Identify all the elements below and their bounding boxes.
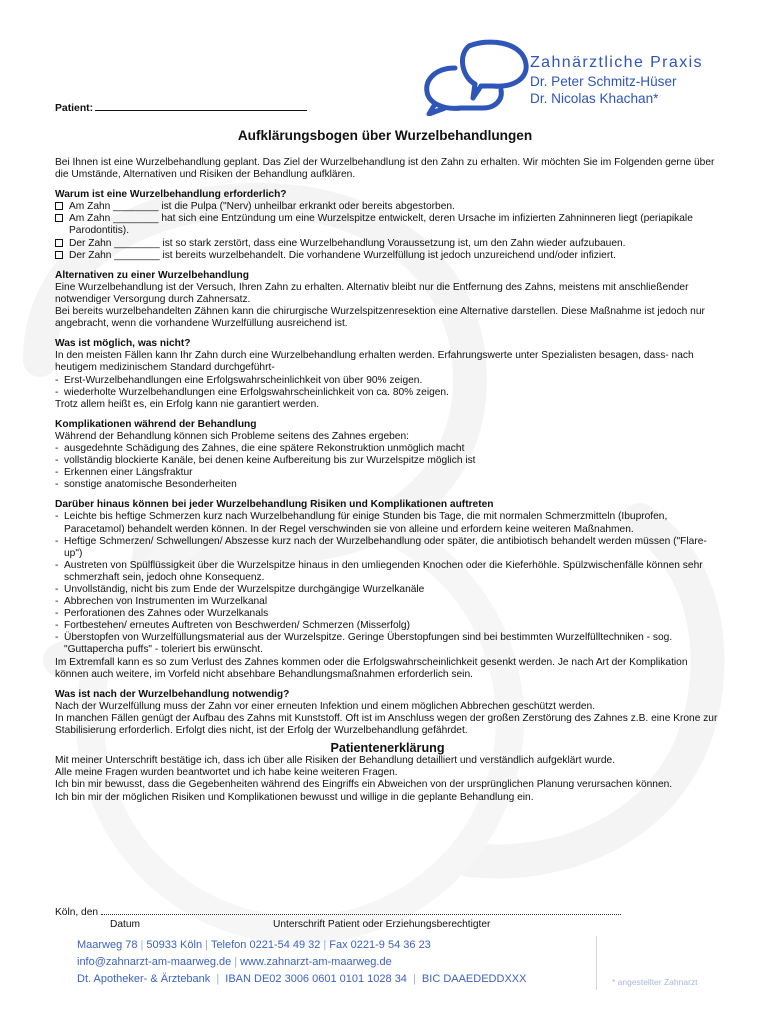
declaration-text-3: Ich bin mir bewusst, dass die Gegebenheiten während des Eingriffs ein Abweichen von der ursprünglichen Planung verursachen können. xyxy=(55,779,673,791)
checkbox[interactable] xyxy=(55,202,63,210)
practice-title: Zahnärztliche Praxis xyxy=(530,54,703,71)
date-label: Datum xyxy=(110,919,141,931)
footnote: * angestellter Zahnarzt xyxy=(612,977,698,987)
list-item: - vollständig blockierte Kanäle, bei denen keine Aufbereitung bis zur Wurzelspitze möglich ist xyxy=(55,455,476,467)
place-label: Köln, den xyxy=(55,907,99,918)
list-item: - Leichte bis heftige Schmerzen kurz nach Wurzelbehandlung für einige Stunden bis Tage, die mit normalen Schmerzmitteln (Ibuprofen, Paracetamol) behandelt werden können. In der Regel verschwinden sie von alleine und erfordern keine weiteren Maßnahmen. xyxy=(55,511,668,535)
footer-divider xyxy=(596,936,597,990)
signature-label: Unterschrift Patient oder Erziehungsberechtigter xyxy=(273,919,491,931)
signature-line[interactable] xyxy=(101,905,621,915)
risks-conclusion: Im Extremfall kann es so zum Verlust des Zahnes kommen oder die Erfolgswahrscheinlichkeit gesenkt werden. Je nach Art der Komplikation können auch weitere, im Vorfeld nicht absehbare Behandlungsmaßnahmen erforderlich sein. xyxy=(55,656,688,680)
section-title-why: Warum ist eine Wurzelbehandlung erforderlich? xyxy=(55,189,287,201)
checkbox-label: Am Zahn ________ ist die Pulpa ("Nerv) unheilbar erkrankt oder bereits abgestorben. xyxy=(69,201,455,213)
section-title-possible: Was ist möglich, was nicht? xyxy=(55,338,191,350)
checkbox-label: Am Zahn ________ hat sich eine Entzündung um eine Wurzelspitze entwickelt, deren Ursache im infizierten Zahninneren liegt (periapikale Parodontitis). xyxy=(69,213,693,237)
list-item: - Erkennen einer Längsfraktur xyxy=(55,467,193,479)
list-item: - Heftige Schmerzen/ Schwellungen/ Abszesse kurz nach der Wurzelbehandlung oder später, die antibiotisch behandelt werden müssen ("Flare-up") xyxy=(55,535,707,559)
checkbox-item[interactable] xyxy=(55,201,720,213)
list-item: - wiederholte Wurzelbehandlungen eine Erfolgswahrscheinlichkeit von ca. 80% zeigen. xyxy=(55,386,449,398)
list-item: - ausgedehnte Schädigung des Zahnes, die eine spätere Rekonstruktion unmöglich macht xyxy=(55,442,465,454)
complications-text: Während der Behandlung können sich Probleme seitens des Zahnes ergeben: xyxy=(55,430,409,442)
footer-address-row: Maarweg 78 | 50933 Köln | Telefon 0221-54 49 32 | Fax 0221-9 54 36 23 xyxy=(77,939,431,951)
footer-contact-row: info@zahnarzt-am-maarweg.de | www.zahnarzt-am-maarweg.de xyxy=(77,956,392,968)
footer-web[interactable]: www.zahnarzt-am-maarweg.de xyxy=(240,956,392,968)
list-item: - Überstopfen von Wurzelfüllungsmaterial aus der Wurzelspitze. Geringe Überstopfungen sind bei bestimmten Wurzelfülltechniken - sog. "Guttapercha puffs" - toleriert bis erwünscht. xyxy=(55,632,673,656)
after-text-2: In manchen Fällen genügt der Aufbau des Zahns mit Kunststoff. Oft ist im Anschluss wegen der großen Zerstörung des Zahnes z.B. eine Krone zur Stabilisierung erforderlich. Erfolgt dies nicht, ist der Erfolg der Wurzelbehandlung gefährdet. xyxy=(55,712,718,737)
after-text-1: Nach der Wurzelfüllung muss der Zahn vor einer erneuten Infektion und einem möglichen Abbrechen geschützt werden. xyxy=(55,700,596,712)
list-item: - sonstige anatomische Besonderheiten xyxy=(55,479,237,491)
signature-block xyxy=(55,905,655,932)
checkbox[interactable] xyxy=(55,214,63,222)
section-title-after: Was ist nach der Wurzelbehandlung notwendig? xyxy=(55,688,290,700)
checkbox-item[interactable] xyxy=(55,213,720,237)
practice-logo-icon xyxy=(421,38,531,116)
checkbox-label: Der Zahn ________ ist so stark zerstört, dass eine Wurzelbehandlung Voraussetzung ist, um den Zahn wieder aufzubauen. xyxy=(69,237,626,249)
declaration-title: Patientenerklärung xyxy=(330,741,445,756)
declaration-text-1: Mit meiner Unterschrift bestätige ich, dass ich über alle Risiken der Behandlung detailliert und verständlich aufgeklärt wurde. xyxy=(55,755,616,767)
declaration-text-4: Ich bin mir der möglichen Risiken und Komplikationen bewusst und willige in die geplante Behandlung ein. xyxy=(55,791,534,803)
footer-bank-row: Dt. Apotheker- & Ärztebank | IBAN DE02 3006 0601 0101 1028 34 | BIC DAAEDEDDXXX xyxy=(77,973,527,985)
checkbox-item[interactable] xyxy=(55,238,720,250)
intro-text: Bei Ihnen ist eine Wurzelbehandlung geplant. Das Ziel der Wurzelbehandlung ist den Zahn zu erhalten. Wir möchten Sie im Folgenden gerne über die Umstände, Alternativen und Risiken der Behandlung aufklären. xyxy=(55,157,715,181)
checkbox[interactable] xyxy=(55,239,63,247)
checkbox-label: Der Zahn ________ ist bereits wurzelbehandelt. Die vorhandene Wurzelfüllung ist jedoch unzureichend und/oder infiziert. xyxy=(69,249,616,261)
document-body xyxy=(55,157,720,804)
possible-text-1: In den meisten Fällen kann Ihr Zahn durch eine Wurzelbehandlung erhalten werden. Erfahrungswerte unter Spezialisten besagen, dass- nach heutigem medizinischem Standard durchgeführt- xyxy=(55,350,694,374)
list-item: - Unvollständig, nicht bis zum Ende der Wurzelspitze durchgängige Wurzelkanäle xyxy=(55,584,425,595)
declaration-text-2: Alle meine Fragen wurden beantwortet und ich habe keine weiteren Fragen. xyxy=(55,767,398,779)
list-item: - Erst-Wurzelbehandlungen eine Erfolgswahrscheinlichkeit von über 90% zeigen. xyxy=(55,374,423,386)
section-title-complications: Komplikationen während der Behandlung xyxy=(55,418,257,430)
patient-name-line[interactable] xyxy=(95,101,307,111)
list-item: - Fortbestehen/ erneutes Auftreten von Beschwerden/ Schmerzen (Misserfolg) xyxy=(55,620,410,632)
possible-text-2: Trotz allem heißt es, ein Erfolg kann nie garantiert werden. xyxy=(55,398,320,410)
patient-field xyxy=(55,101,307,115)
checkbox-item[interactable] xyxy=(55,250,720,262)
patient-label: Patient: xyxy=(55,103,94,114)
practice-header xyxy=(530,53,703,107)
section-title-alternatives: Alternativen zu einer Wurzelbehandlung xyxy=(55,269,249,281)
footer xyxy=(77,937,526,988)
alternatives-text-2: Bei bereits wurzelbehandelten Zähnen kann die chirurgische Wurzelspitzenresektion eine Alternative darstellen. Diese Maßnahme ist jedoch nur angebracht, wenn die vorhandene Wurzelfüllung ausreichend ist. xyxy=(55,306,705,330)
footer-email[interactable]: info@zahnarzt-am-maarweg.de xyxy=(77,956,232,968)
list-item: - Abbrechen von Instrumenten im Wurzelkanal xyxy=(55,596,268,608)
section-title-risks: Darüber hinaus können bei jeder Wurzelbehandlung Risiken und Komplikationen auftreten xyxy=(55,499,494,511)
list-item: - Perforationen des Zahnes oder Wurzelkanals xyxy=(55,608,269,620)
doctor-name-2: Dr. Nicolas Khachan* xyxy=(530,91,659,106)
checkbox[interactable] xyxy=(55,251,63,259)
list-item: - Austreten von Spülflüssigkeit über die Wurzelspitze hinaus in den umliegenden Knochen oder die Kieferhöhle. Spülzwischenfälle können sehr schmerzhaft sein, jedoch ohne Konsequenz. xyxy=(55,559,703,583)
document-title: Aufklärungsbogen über Wurzelbehandlungen xyxy=(237,128,533,143)
alternatives-text-1: Eine Wurzelbehandlung ist der Versuch, Ihren Zahn zu erhalten. Alternativ bleibt nur die Entfernung des Zahns, meistens mit anschließender notwendiger Versorgung durch Zahnersatz. xyxy=(55,281,689,305)
doctor-name-1: Dr. Peter Schmitz-Hüser xyxy=(530,74,677,89)
